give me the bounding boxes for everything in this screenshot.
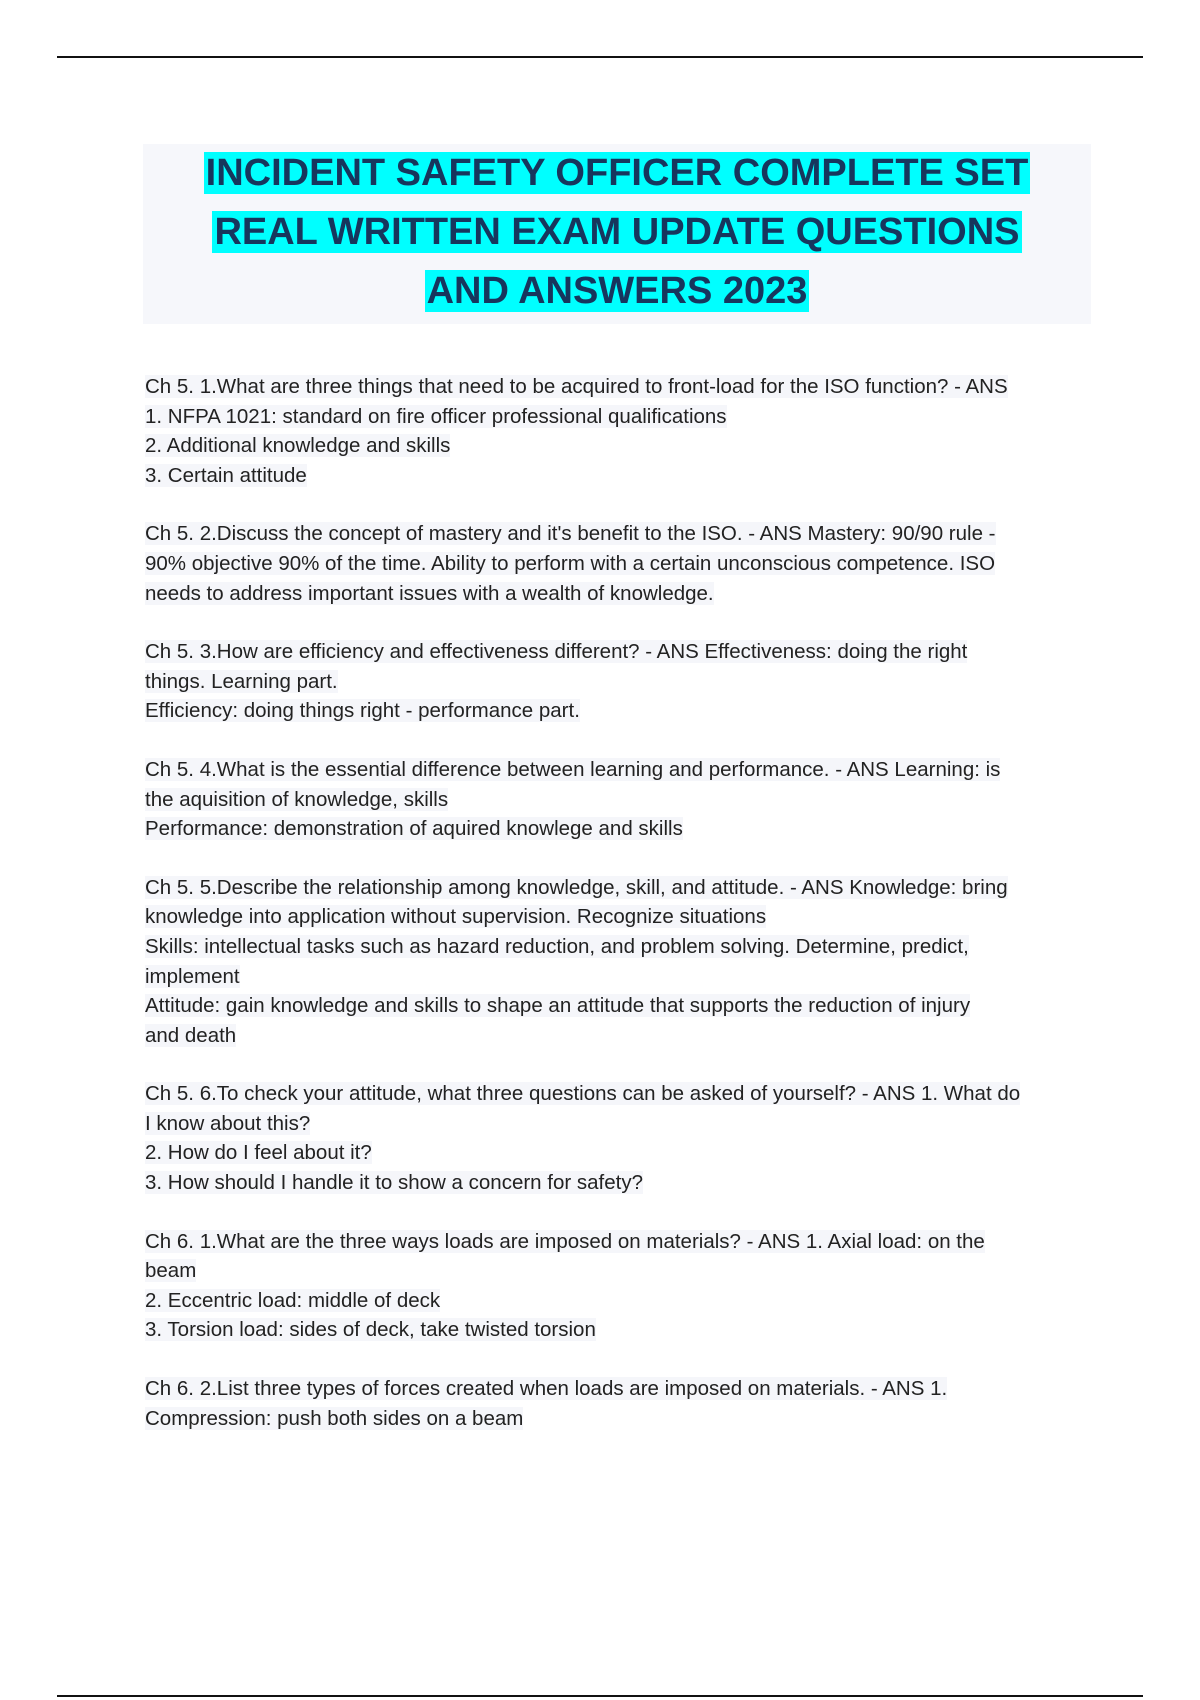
- qa-line-text: Ch 5. 2.Discuss the concept of mastery and it's benefit to the ISO. - ANS Mastery: 90/90 rule -: [145, 522, 996, 546]
- qa-line-text: 2. Additional knowledge and skills: [145, 434, 451, 458]
- qa-line-text: beam: [145, 1259, 197, 1283]
- qa-line: [145, 696, 1090, 726]
- qa-line: [145, 519, 1090, 549]
- qa-line-text: 2. How do I feel about it?: [145, 1141, 372, 1165]
- qa-line: [145, 1168, 1090, 1198]
- title-line: [425, 262, 810, 321]
- qa-line-text: knowledge into application without supervision. Recognize situations: [145, 905, 767, 929]
- title-line: [204, 144, 1031, 203]
- qa-item: [145, 1079, 1090, 1197]
- qa-line-text: Ch 5. 3.How are efficiency and effectiveness different? - ANS Effectiveness: doing the right: [145, 640, 968, 664]
- qa-line-text: 3. How should I handle it to show a concern for safety?: [145, 1171, 643, 1195]
- qa-line: [145, 1286, 1090, 1316]
- qa-line-text: 90% objective 90% of the time. Ability to perform with a certain unconscious competence. ISO: [145, 551, 996, 575]
- qa-line-text: Ch 5. 6.To check your attitude, what three questions can be asked of yourself? - ANS 1. What do: [145, 1082, 1021, 1106]
- qa-line-text: Ch 6. 1.What are the three ways loads are imposed on materials? - ANS 1. Axial load: on the: [145, 1229, 985, 1253]
- qa-item: [145, 1227, 1090, 1345]
- qa-line-text: Attitude: gain knowledge and skills to shape an attitude that supports the reduction of injury: [145, 994, 971, 1018]
- qa-line: [145, 461, 1090, 491]
- qa-line: [145, 902, 1090, 932]
- qa-line: [145, 873, 1090, 903]
- title-line: [212, 203, 1021, 262]
- qa-line: [145, 1109, 1090, 1139]
- qa-line-text: 2. Eccentric load: middle of deck: [145, 1288, 441, 1312]
- qa-line: [145, 785, 1090, 815]
- qa-line-text: Compression: push both sides on a beam: [145, 1406, 524, 1430]
- qa-line-text: Ch 5. 5.Describe the relationship among knowledge, skill, and attitude. - ANS Knowledge: bring: [145, 875, 1008, 899]
- qa-item: [145, 637, 1090, 726]
- qa-line: [145, 962, 1090, 992]
- qa-line: [145, 755, 1090, 785]
- title-line-text: INCIDENT SAFETY OFFICER COMPLETE SET: [205, 152, 1029, 194]
- qa-item: [145, 372, 1090, 490]
- qa-line: [145, 402, 1090, 432]
- qa-line-text: I know about this?: [145, 1111, 311, 1135]
- qa-line-text: 3. Torsion load: sides of deck, take twisted torsion: [145, 1318, 596, 1342]
- qa-line: [145, 637, 1090, 667]
- qa-item: [145, 873, 1090, 1051]
- qa-line: [145, 431, 1090, 461]
- qa-item: [145, 1374, 1090, 1433]
- qa-line-text: the aquisition of knowledge, skills: [145, 787, 449, 811]
- qa-line: [145, 991, 1090, 1021]
- qa-line: [145, 932, 1090, 962]
- qa-line-text: Ch 5. 1.What are three things that need to be acquired to front-load for the ISO function? - ANS: [145, 375, 1008, 398]
- qa-line: [145, 667, 1090, 697]
- title-block: [143, 144, 1091, 324]
- qa-line: [145, 1227, 1090, 1257]
- qa-line: [145, 372, 1090, 402]
- qa-line: [145, 1374, 1090, 1404]
- qa-line: [145, 579, 1090, 609]
- qa-line: [145, 1138, 1090, 1168]
- qa-line-text: Efficiency: doing things right - performance part.: [145, 699, 580, 723]
- qa-line-text: implement: [145, 964, 240, 988]
- qa-line-text: 3. Certain attitude: [145, 463, 307, 487]
- qa-line-text: things. Learning part.: [145, 669, 338, 693]
- footer-rule: [57, 1695, 1143, 1697]
- title-line-text: REAL WRITTEN EXAM UPDATE QUESTIONS: [214, 211, 1020, 253]
- qa-line: [145, 1021, 1090, 1051]
- qa-line-text: and death: [145, 1023, 237, 1047]
- title-line-text: AND ANSWERS 2023: [426, 270, 808, 312]
- qa-line-text: needs to address important issues with a wealth of knowledge.: [145, 581, 714, 605]
- qa-line-text: Skills: intellectual tasks such as hazard reduction, and problem solving. Determine, predict,: [145, 934, 969, 958]
- header-rule: [57, 56, 1143, 58]
- qa-line-text: 1. NFPA 1021: standard on fire officer professional qualifications: [145, 404, 727, 428]
- qa-list: [145, 372, 1090, 1462]
- qa-line: [145, 1079, 1090, 1109]
- qa-line: [145, 549, 1090, 579]
- qa-line-text: Ch 5. 4.What is the essential difference between learning and performance. - ANS Learning: is: [145, 757, 1001, 781]
- qa-line: [145, 1404, 1090, 1434]
- qa-line: [145, 814, 1090, 844]
- qa-line: [145, 1256, 1090, 1286]
- qa-item: [145, 755, 1090, 844]
- qa-line-text: Performance: demonstration of aquired knowlege and skills: [145, 817, 683, 841]
- qa-line-text: Ch 6. 2.List three types of forces created when loads are imposed on materials. - ANS 1.: [145, 1377, 948, 1401]
- qa-item: [145, 519, 1090, 608]
- qa-line: [145, 1315, 1090, 1345]
